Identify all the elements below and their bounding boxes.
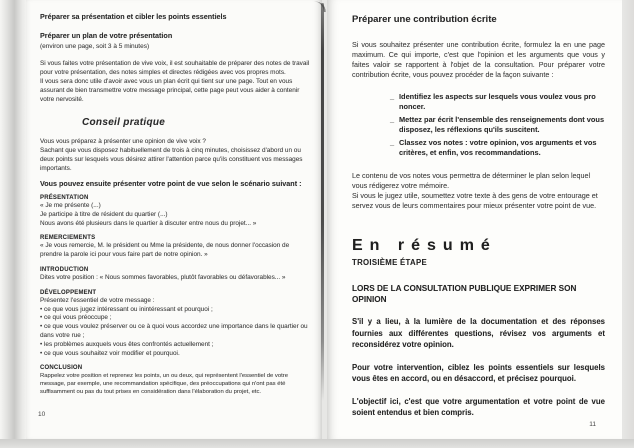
resume-paragraph-2: Pour votre intervention, ciblez les points essentiels sur lesquels vous êtes en accord, ou en désaccord, et précisez pourquoi.	[352, 362, 605, 383]
scenario-section-presentation	[40, 195, 311, 228]
resume-heading: En résumé	[352, 237, 497, 254]
dash-marker: _	[390, 115, 395, 124]
plan-heading: Préparer un plan de votre présentation	[40, 31, 173, 40]
resume-step-label: TROISIÈME ÉTAPE	[352, 258, 427, 267]
plan-paragraph	[40, 59, 311, 104]
scenario-bullet: • les problèmes auxquels vous êtes confrontés actuellement ;	[40, 340, 214, 348]
plan-paragraph-1: Si vous faites votre présentation de vive voix, il est souhaitable de préparer des notes de travail pour votre présentation, des notes simples et directes rédigées avec vos propres mots.	[40, 59, 310, 76]
step-item	[390, 138, 605, 158]
steps-list	[352, 92, 605, 158]
step-text: Mettez par écrit l'ensemble des renseignements dont vous disposez, les réflexions qu'ils suscitent.	[399, 115, 605, 134]
scenario-bullet: • ce que vous jugez intéressant ou inintéressant et pourquoi ;	[40, 305, 213, 313]
scenario-label: DÉVELOPPEMENT	[40, 289, 97, 296]
scenario-bullet: • ce que vous voulez préserver ou ce à quoi vous accordez une importance dans le quartier ou dans votre rue ;	[40, 323, 308, 339]
scenario-bullet: • ce que vous souhaitez voir modifier et pourquoi.	[40, 349, 180, 357]
left-page-content	[40, 12, 311, 396]
book-page-left	[26, 0, 322, 439]
dash-marker: _	[390, 92, 395, 101]
contribution-outro	[352, 171, 605, 211]
book-page-right	[327, 0, 622, 439]
scanner-edge-left	[0, 0, 26, 448]
scenario-line: Nous avons été plusieurs dans le quartier à discuter entre nous du projet... »	[40, 219, 257, 227]
scenario-bullet: • ce qui vous préoccupe ;	[40, 314, 112, 322]
scenario-label: REMERCIEMENTS	[40, 235, 96, 242]
scenario-line: « Je vous remercie, M. le président ou Mme la présidente, de nous donner l'occasion de prendre la parole ici pour vous faire part de notre opinion. »	[40, 242, 290, 259]
resume-paragraph-3: L'objectif ici, c'est que votre argumentation et votre point de vue soient entendus et bien compris.	[352, 396, 605, 417]
scenario-line: Présentez l'essentiel de votre message :	[40, 296, 155, 304]
scenario-section-remerciements	[40, 235, 311, 260]
conseil-pratique-heading: Conseil pratique	[82, 116, 166, 128]
resume-paragraph-1: S'il y a lieu, à la lumière de la documentation et des réponses fournies aux différentes questions, révisez vos arguments et reconsidérez votre opinion.	[352, 317, 605, 349]
scenario-section-developpement	[40, 290, 311, 359]
conseil-paragraph	[40, 137, 311, 173]
step-item	[390, 115, 605, 135]
scanner-edge-bottom	[0, 439, 634, 448]
plan-subheading: (environ une page, soit 3 à 5 minutes)	[40, 42, 150, 50]
scenario-intro: Vous pouvez ensuite présenter votre point de vue selon le scénario suivant :	[40, 178, 302, 188]
plan-paragraph-2: Il vous sera donc utile d'avoir avec vous un plan écrit qui tient sur une page. Tout en vous assurant de bien transmettre votre message principal, cette page peut vous aider à contenir votre nervosité.	[40, 77, 300, 103]
step-text: Identifiez les aspects sur lesquels vous voulez vous pro noncer.	[399, 92, 596, 111]
dash-marker: _	[390, 138, 395, 147]
scenario-section-conclusion	[40, 365, 311, 396]
left-page-title: Préparer sa présentation et cibler les points essentiels	[40, 12, 227, 21]
scenario-line: Je participe à titre de résident du quartier (...)	[40, 210, 168, 218]
scenario-section-introduction	[40, 267, 311, 283]
scenario-line: Dites votre position : « Nous sommes favorables, plutôt favorables ou défavorables... »	[40, 273, 286, 281]
step-text: Classez vos notes : votre opinion, vos arguments et vos critères, et enfin, vos recommandations.	[399, 138, 597, 157]
scenario-label: PRÉSENTATION	[40, 195, 89, 201]
conseil-paragraph-2: Sachant que vous disposez habituellement de trois à cinq minutes, choisissez d'abord un ou deux points sur lesquels vous désirez attirer l'attention parce qu'ils constituent vos messages importants.	[40, 146, 303, 172]
page-number-right: 11	[589, 421, 596, 428]
right-page-content	[352, 14, 605, 419]
scenario-label: CONCLUSION	[40, 365, 83, 372]
resume-step-title: LORS DE LA CONSULTATION PUBLIQUE EXPRIMER SON OPINION	[352, 284, 577, 304]
scenario-label: INTRODUCTION	[40, 266, 89, 273]
scenario-line: « Je me présente (...)	[40, 202, 101, 209]
book-gutter-fold	[321, 3, 324, 401]
contribution-intro: Si vous souhaitez présenter une contribution écrite, formulez la en une page maximum. Ce qui importe, c'est que l'opinion et les arguments que vous y faites valoir se rapportent à l'objet de la consultation. Pour préparer votre contribution écrite, vous pouvez procéder de la façon suivante :	[352, 40, 605, 79]
page-number-left: 10	[38, 411, 46, 418]
scanner-edge-right	[622, 0, 634, 448]
scenario-line: Rappelez votre position et reprenez les points, un ou deux, qui représentent l'essentiel de votre message, par exemple, une recommandation spécifique, des préoccupations qui n'ont pas été suffisamment ou pas du tout prises en considération dans l'élaboration du projet, etc.	[40, 373, 289, 396]
outro-paragraph-1: Le contenu de vos notes vous permettra de déterminer le plan selon lequel vous rédigerez votre mémoire.	[352, 171, 591, 190]
outro-paragraph-2: Si vous le jugez utile, soumettez votre texte à des gens de votre entourage et servez vous de leurs commentaires pour mieux présenter votre point de vue.	[352, 191, 598, 210]
step-item	[390, 92, 605, 112]
right-page-title: Préparer une contribution écrite	[352, 14, 497, 25]
conseil-paragraph-1: Vous vous préparez à présenter une opinion de vive voix ?	[40, 137, 206, 145]
